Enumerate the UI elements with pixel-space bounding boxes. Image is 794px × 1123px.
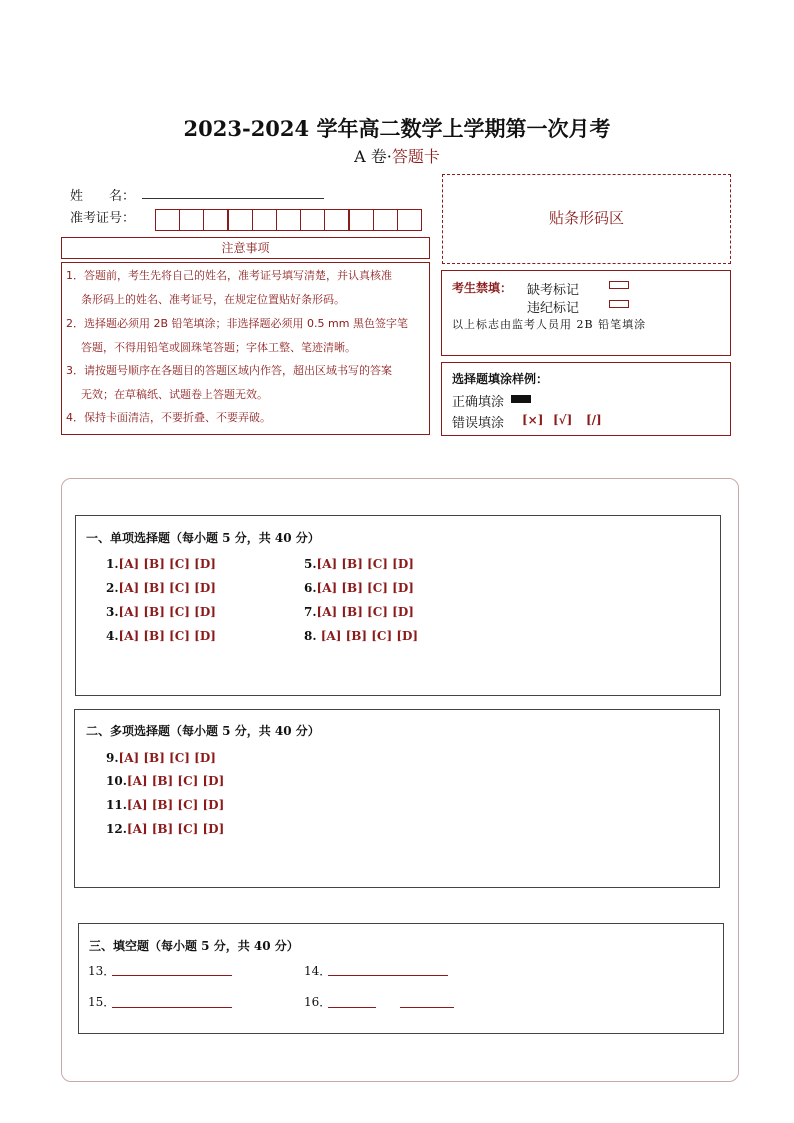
exam-no-digit-box[interactable] xyxy=(324,209,349,231)
exam-no-digit-box[interactable] xyxy=(349,209,374,231)
q16-number: 16． xyxy=(304,995,332,1009)
fill-blank-title: 三、填空题（每小题 5 分，共 40 分） xyxy=(89,939,299,953)
subtitle-suffix: 答题卡 xyxy=(391,147,440,166)
notice-line: 条形码上的姓名、准考证号，在规定位置贴好条形码。 xyxy=(81,293,345,306)
wrong-mark-check: [√] xyxy=(553,413,573,427)
q14-number: 14． xyxy=(304,964,332,978)
name-field[interactable] xyxy=(142,198,324,199)
question-number: 2. xyxy=(106,581,119,595)
question-number: 1. xyxy=(106,557,119,571)
option-bubbles[interactable]: [A] [B] [C] [D] xyxy=(118,605,216,619)
notice-line: 2．选择题必须用 2B 铅笔填涂；非选择题必须用 0.5 mm 黑色签字笔 xyxy=(66,317,408,330)
no-entry-label: 考生禁填： xyxy=(452,281,513,295)
question-number: 8. xyxy=(304,629,321,643)
fill-sample-title: 选择题填涂样例： xyxy=(452,372,549,386)
subtitle-prefix: A 卷· xyxy=(354,147,392,166)
option-bubbles[interactable]: [A] [B] [C] [D] xyxy=(316,557,414,571)
option-bubbles[interactable]: [A] [B] [C] [D] xyxy=(118,751,216,765)
notice-line: 无效；在草稿纸、试题卷上答题无效。 xyxy=(81,388,268,401)
question-number: 12. xyxy=(106,822,127,836)
correct-fill-label: 正确填涂 xyxy=(452,395,505,410)
exam-no-digit-box[interactable] xyxy=(300,209,325,231)
question-number: 6. xyxy=(304,581,317,595)
no-entry-note: 以上标志由监考人员用 2B 铅笔填涂 xyxy=(452,318,647,331)
option-bubbles[interactable]: [A] [B] [C] [D] xyxy=(126,774,225,788)
correct-fill-mark xyxy=(511,395,531,403)
question-row[interactable] xyxy=(304,581,414,595)
question-row[interactable] xyxy=(106,774,224,788)
option-bubbles[interactable]: [A] [B] [C] [D] xyxy=(118,557,216,571)
question-row[interactable] xyxy=(106,581,216,595)
option-bubbles[interactable]: [A] [B] [C] [D] xyxy=(126,822,225,836)
exam-no-label: 准考证号： xyxy=(70,211,136,226)
question-row[interactable] xyxy=(304,557,414,571)
question-row[interactable] xyxy=(106,629,216,643)
option-bubbles[interactable]: [A] [B] [C] [D] xyxy=(320,629,419,643)
question-row[interactable] xyxy=(106,822,224,836)
wrong-mark-slash: [/] xyxy=(586,413,602,427)
wrong-fill-label: 错误填涂 xyxy=(452,416,505,431)
question-number: 10. xyxy=(106,774,127,788)
question-number: 4. xyxy=(106,629,119,643)
absent-mark-box[interactable] xyxy=(609,281,629,289)
question-number: 11. xyxy=(106,798,127,812)
exam-no-digit-box[interactable] xyxy=(276,209,301,231)
option-bubbles[interactable]: [A] [B] [C] [D] xyxy=(316,581,414,595)
violation-mark-box[interactable] xyxy=(609,300,629,308)
notice-line: 3．请按题号顺序在各题目的答题区域内作答，超出区域书写的答案 xyxy=(66,364,392,377)
question-row[interactable] xyxy=(106,798,224,812)
option-bubbles[interactable]: [A] [B] [C] [D] xyxy=(316,605,414,619)
notice-line: 4．保持卡面清洁，不要折叠、不要弄破。 xyxy=(66,411,271,424)
absent-label: 缺考标记 xyxy=(527,283,580,298)
exam-no-digit-box[interactable] xyxy=(397,209,422,231)
violation-label: 违纪标记 xyxy=(527,301,580,316)
q14-answer-line[interactable] xyxy=(328,975,448,976)
multi-choice-title: 二、多项选择题（每小题 5 分，共 40 分） xyxy=(86,724,320,738)
barcode-area xyxy=(442,174,731,264)
option-bubbles[interactable]: [A] [B] [C] [D] xyxy=(118,629,216,643)
exam-no-digit-box[interactable] xyxy=(203,209,228,231)
q13-answer-line[interactable] xyxy=(112,975,232,976)
question-number: 5. xyxy=(304,557,317,571)
option-bubbles[interactable]: [A] [B] [C] [D] xyxy=(118,581,216,595)
q13-number: 13． xyxy=(88,964,116,978)
option-bubbles[interactable]: [A] [B] [C] [D] xyxy=(126,798,225,812)
notice-heading: 注意事项 xyxy=(61,237,430,259)
question-row[interactable] xyxy=(106,557,216,571)
question-row[interactable] xyxy=(106,605,216,619)
question-number: 7. xyxy=(304,605,317,619)
page-subtitle xyxy=(0,144,794,167)
question-row[interactable] xyxy=(106,751,216,765)
wrong-mark-x: [×] xyxy=(522,413,544,427)
notice-line: 答题，不得用铅笔或圆珠笔答题；字体工整、笔迹清晰。 xyxy=(81,341,356,354)
question-number: 9. xyxy=(106,751,119,765)
question-number: 3. xyxy=(106,605,119,619)
exam-no-digit-box[interactable] xyxy=(179,209,204,231)
notice-line: 1．答题前，考生先将自己的姓名，准考证号填写清楚，并认真核准 xyxy=(66,269,392,282)
name-label: 姓 名： xyxy=(70,189,136,204)
exam-no-digit-box[interactable] xyxy=(252,209,277,231)
exam-no-digit-box[interactable] xyxy=(228,209,253,231)
single-choice-title: 一、单项选择题（每小题 5 分，共 40 分） xyxy=(86,531,320,545)
exam-no-digit-box[interactable] xyxy=(373,209,398,231)
q15-number: 15． xyxy=(88,995,116,1009)
page-title: 2023-2024 学年高二数学上学期第一次月考 xyxy=(183,116,611,141)
question-row[interactable] xyxy=(304,605,414,619)
barcode-label: 贴条形码区 xyxy=(548,209,624,227)
q16-answer-line-2[interactable] xyxy=(400,1007,454,1008)
exam-no-digit-box[interactable] xyxy=(155,209,180,231)
q15-answer-line[interactable] xyxy=(112,1007,232,1008)
question-row[interactable] xyxy=(304,629,418,643)
q16-answer-line-1[interactable] xyxy=(328,1007,376,1008)
